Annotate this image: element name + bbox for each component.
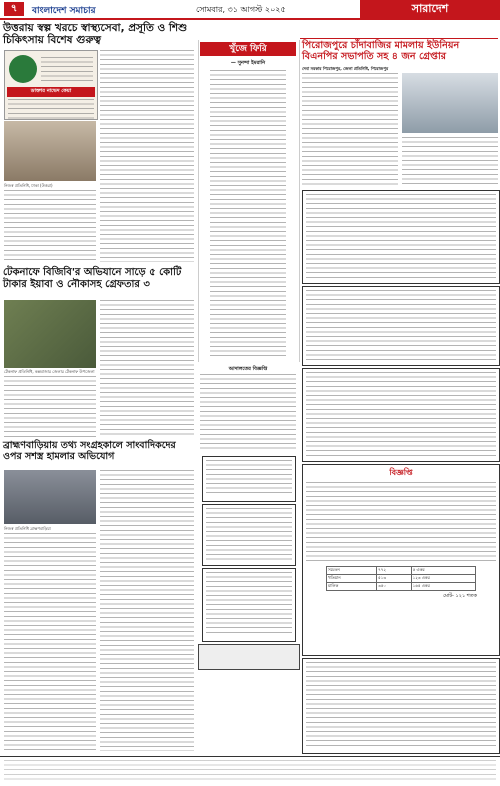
doctor-ad (4, 50, 98, 120)
tender-notice (202, 568, 296, 642)
land-table (326, 566, 476, 591)
article-body-pirojpur-2 (402, 137, 498, 185)
hospital-logo (9, 55, 37, 83)
land-table-row (327, 583, 476, 591)
newspaper-brand: বাংলাদেশ সমাচার (32, 6, 96, 16)
article-headline-brahmanbaria: ব্রাহ্মণবাড়িয়ায় তথ্য সংগ্রহকালে সাংবাদিকদের ওপর সশস্ত্র হামলার অভিযোগ (3, 440, 176, 462)
land-table-cell-value: ৫১৩ (377, 575, 412, 583)
poem-title: খুঁজে ফিরি (200, 42, 296, 56)
footer-rule (0, 756, 500, 757)
land-table-cell-label: সচেতন (327, 567, 377, 575)
bottom-right-notice (302, 658, 500, 754)
land-table-cell-count: ৫ একর (411, 567, 475, 575)
govt-notice-2 (202, 504, 296, 566)
article-body-uttara-1 (4, 190, 96, 262)
doctor-photo (4, 121, 96, 181)
pirojpur-photo (402, 73, 498, 133)
legal-notice-1 (302, 190, 500, 284)
article-headline-teknaf: টেকনাফে বিজিবি'র অভিযানে সাড়ে ৫ কোটি টাকার ইয়াবা ও নৌকাসহ গ্রেফতার ৩ (3, 267, 182, 290)
classified-strip (198, 644, 300, 670)
article-byline-pirojpur: দেবা সরকার পিরোজপুর, জেলা প্রতিনিধি, পিরোজপুর (302, 66, 389, 71)
land-table-cell-count: ১৬৫ একর (411, 583, 475, 591)
section-title: সারাদেশ (360, 0, 500, 18)
legal-notice-2 (302, 286, 500, 366)
land-table-cell-label: মালিক (327, 583, 377, 591)
land-table-cell-count: ১২৩ একর (411, 575, 475, 583)
photo-caption-teknaf: টেকনাফ প্রতিনিধি, কক্সবাজার জেলার টেকনাফ উপজেলা (4, 369, 95, 374)
doctor-ad-text (8, 99, 94, 123)
footer-imprint (4, 760, 496, 782)
land-notice-body (306, 482, 496, 564)
teknaf-photo (4, 300, 96, 368)
article-body-pirojpur-1 (302, 73, 398, 185)
headline-rule (300, 38, 498, 39)
land-table-cell-value: ৭৭২ (377, 567, 412, 575)
article-body-teknaf-2 (100, 300, 194, 438)
land-table-cell-label: খতিয়ান (327, 575, 377, 583)
article-body-brahmanbaria-2 (4, 533, 96, 751)
land-table-row (327, 567, 476, 575)
poem-author: — সুনন্দা ইমরানি (230, 60, 266, 66)
doctor-ad-title: ডাক্তার নাভেদ কেয়া (7, 87, 95, 97)
article-body-brahmanbaria-3 (100, 470, 194, 751)
legal-notice-3 (302, 368, 500, 462)
doctor-ad-header-text (41, 57, 93, 81)
land-table-cell-value: ৩৫০ (377, 583, 412, 591)
govt-notice-stamp (202, 456, 296, 502)
land-total: মোট- ১২১ শতক (443, 593, 477, 599)
land-table-row (327, 575, 476, 583)
photo-caption-uttara: নিজস্ব প্রতিনিধি, ঢাকা (উত্তরা) (4, 183, 53, 188)
brahmanbaria-photo (4, 470, 96, 524)
photo-caption-brahmanbaria: নিজস্ব প্রতিনিধি ব্রাহ্মণবাড়িয়া (4, 526, 51, 531)
article-body-teknaf-1 (4, 376, 96, 438)
court-notice-body (200, 374, 296, 452)
article-body-uttara-2 (100, 50, 194, 262)
land-notice (302, 464, 500, 656)
article-headline-uttara: উত্তরায় স্বল্প খরচে স্বাস্থ্যসেবা, প্রসূতি ও শিশু চিকিৎসায় বিশেষ গুরুত্ব (3, 22, 188, 47)
land-notice-title: বিজ্ঞপ্তি (371, 467, 431, 480)
page-number: ৭ (4, 2, 24, 16)
court-notice-title: আদালতের বিজ্ঞপ্তি (228, 366, 268, 372)
issue-date: সোমবার, ৩১ আগস্ট ২০২৫ (196, 5, 286, 14)
article-headline-pirojpur: পিরোজপুরে চাঁদাবাজির মামলায় ইউনিয়ন বিএনপির সভাপতি সহ ৪ জন গ্রেপ্তার (302, 40, 460, 63)
poem-body (210, 70, 286, 358)
